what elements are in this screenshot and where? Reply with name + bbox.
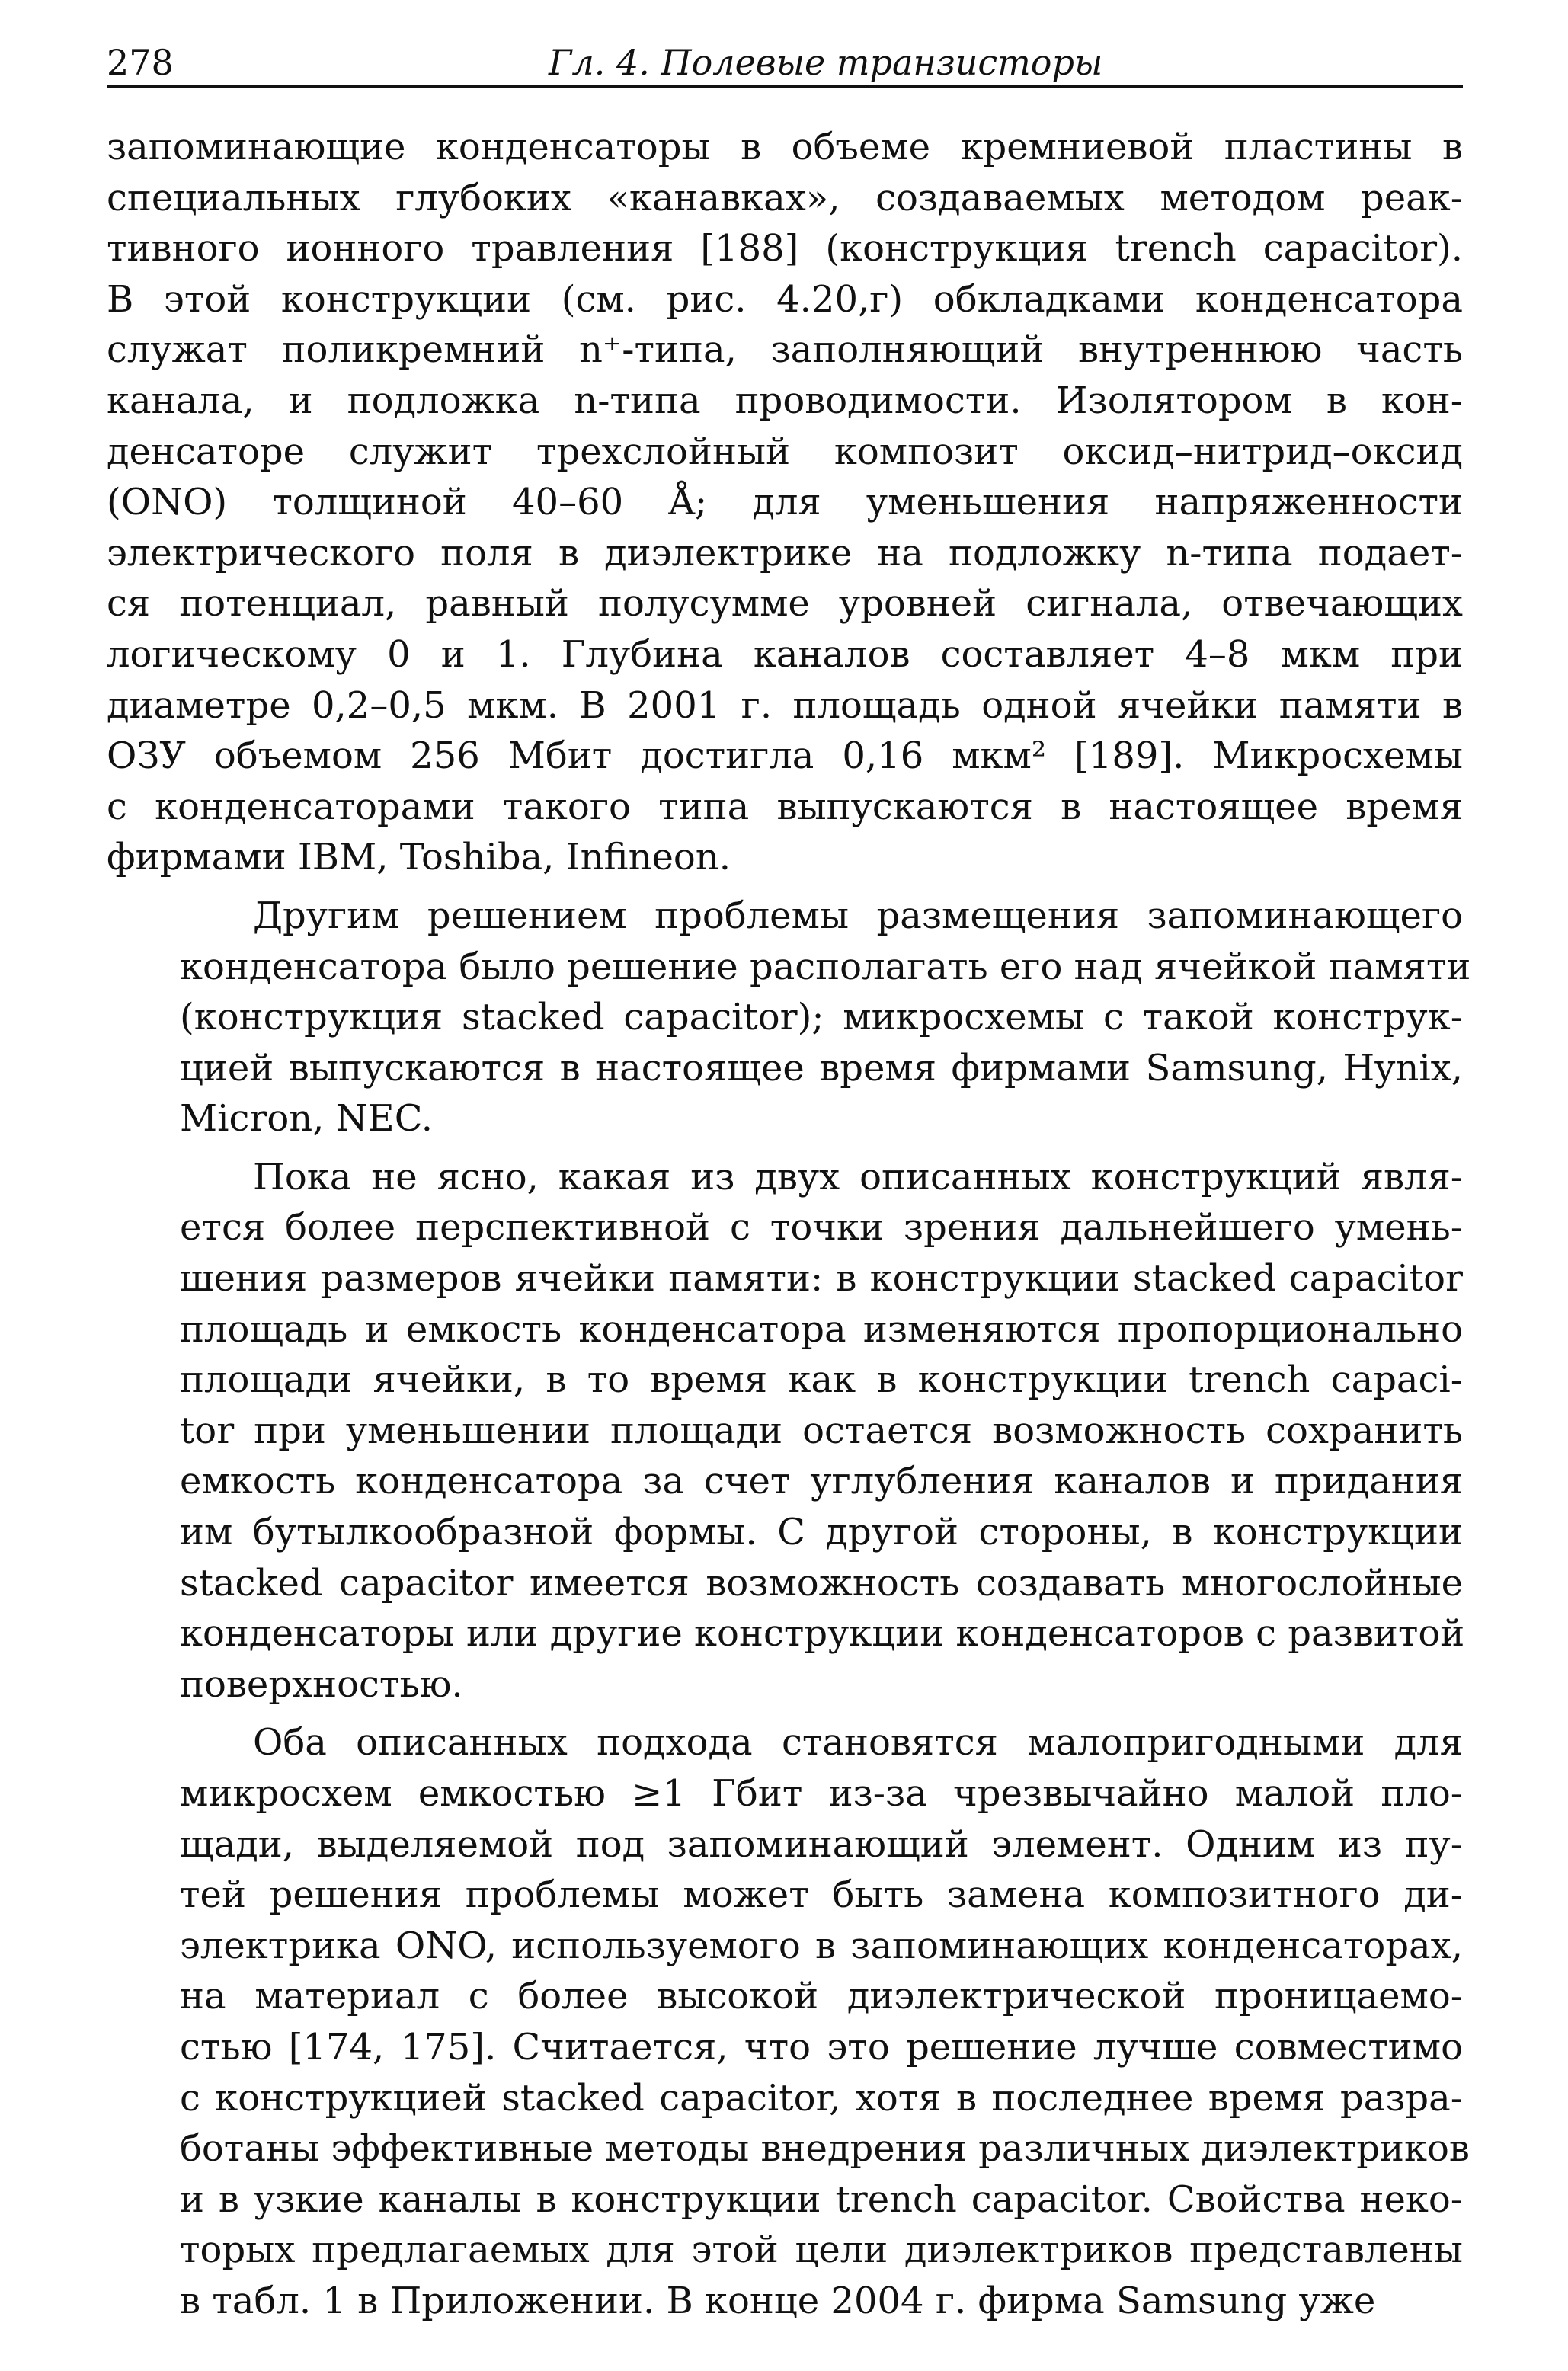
text-line: служат поликремний n⁺-типа, заполняющий внутреннюю часть bbox=[107, 328, 1463, 372]
text-line: стью [174, 175]. Считается, что это решение лучше совместимо bbox=[180, 2025, 1463, 2069]
text-line: емкость конденсатора за счет углубления каналов и придания bbox=[180, 1460, 1463, 1503]
text-line: электрика ONO, используемого в запоминающих конденсаторах, bbox=[180, 1924, 1463, 1967]
text-line: специальных глубоких «канавках», создаваемых методом реак- bbox=[107, 176, 1463, 219]
text-line: tor при уменьшении площади остается возможность сохранить bbox=[180, 1409, 1463, 1452]
text-line: электрического поля в диэлектрике на подложку n-типа подает- bbox=[107, 531, 1463, 574]
paragraph bbox=[107, 891, 1471, 1144]
text-line: ботаны эффективные методы внедрения различных диэлектриков bbox=[180, 2127, 1470, 2171]
text-line: конденсаторы или другие конструкции конденсаторов с развитой bbox=[180, 1612, 1465, 1656]
chapter-title: Гл. 4. Полевые транзисторы bbox=[549, 42, 1103, 83]
paragraph bbox=[107, 122, 1463, 883]
text-line: Другим решением проблемы размещения запоминающего bbox=[253, 894, 1463, 937]
text-line: тивного ионного травления [188] (конструкция trench capacitor). bbox=[107, 227, 1463, 270]
text-line: В этой конструкции (см. рис. 4.20,г) обкладками конденсатора bbox=[107, 277, 1463, 321]
text-line: канала, и подложка n-типа проводимости. Изолятором в кон- bbox=[107, 379, 1463, 422]
text-line: поверхностью. bbox=[180, 1662, 463, 1706]
text-line: площади ячейки, в то время как в конструкции trench capaci- bbox=[180, 1358, 1463, 1402]
text-line: (конструкция stacked capacitor); микросхемы с такой конструк- bbox=[180, 996, 1463, 1039]
text-line: шения размеров ячейки памяти: в конструкции stacked capacitor bbox=[180, 1257, 1463, 1301]
text-line: ется более перспективной с точки зрения дальнейшего умень- bbox=[180, 1206, 1463, 1249]
text-line: в табл. 1 в Приложении. В конце 2004 г. фирма Samsung уже bbox=[180, 2279, 1376, 2322]
text-line: цией выпускаются в настоящее время фирмами Samsung, Hynix, bbox=[180, 1046, 1463, 1090]
text-line: Пока не ясно, какая из двух описанных конструкций явля- bbox=[253, 1155, 1463, 1198]
text-line: им бутылкообразной формы. С другой стороны, в конструкции bbox=[180, 1511, 1463, 1554]
text-line: (ONO) толщиной 40–60 Å; для уменьшения напряженности bbox=[107, 481, 1463, 524]
text-line: щади, выделяемой под запоминающий элемент. Одним из пу- bbox=[180, 1822, 1463, 1866]
text-line: запоминающие конденсаторы в объеме кремниевой пластины в bbox=[107, 126, 1463, 168]
text-line: денсаторе служит трехслойный композит оксид–нитрид–оксид bbox=[107, 430, 1463, 473]
text-line: stacked capacitor имеется возможность создавать многослойные bbox=[180, 1561, 1463, 1605]
text-line: микросхем емкостью ≥1 Гбит из-за чрезвычайно малой пло- bbox=[180, 1772, 1463, 1815]
text-line: ся потенциал, равный полусумме уровней сигнала, отвечающих bbox=[107, 582, 1463, 626]
text-line: конденсатора было решение располагать его над ячейкой памяти bbox=[180, 945, 1471, 988]
text-line: ОЗУ объемом 256 Мбит достигла 0,16 мкм² [189]. Микросхемы bbox=[107, 734, 1463, 778]
paragraph bbox=[107, 1152, 1463, 1710]
text-line: с конденсаторами такого типа выпускаются в настоящее время bbox=[107, 785, 1463, 828]
text-line: фирмами IBM, Toshiba, Infineon. bbox=[107, 836, 731, 879]
paragraph bbox=[107, 1717, 1470, 2326]
text-line: торых предлагаемых для этой цели диэлектриков представлены bbox=[180, 2229, 1463, 2272]
text-line: тей решения проблемы может быть замена композитного ди- bbox=[180, 1873, 1463, 1917]
page-number: 278 bbox=[107, 42, 174, 83]
running-head bbox=[107, 40, 1463, 88]
text-line: с конструкцией stacked capacitor, хотя в последнее время разра- bbox=[180, 2076, 1463, 2120]
body-text bbox=[107, 122, 1471, 2334]
text-line: площадь и емкость конденсатора изменяются пропорционально bbox=[180, 1307, 1463, 1351]
text-line: Оба описанных подхода становятся малопригодными для bbox=[253, 1721, 1463, 1765]
text-line: диаметре 0,2–0,5 мкм. В 2001 г. площадь одной ячейки памяти в bbox=[107, 683, 1463, 727]
text-line: и в узкие каналы в конструкции trench capacitor. Свойства неко- bbox=[180, 2177, 1463, 2221]
text-line: логическому 0 и 1. Глубина каналов составляет 4–8 мкм при bbox=[107, 632, 1463, 676]
text-line: на материал с более высокой диэлектрической проницаемо- bbox=[180, 1975, 1463, 2018]
text-line: Micron, NEC. bbox=[180, 1097, 433, 1141]
